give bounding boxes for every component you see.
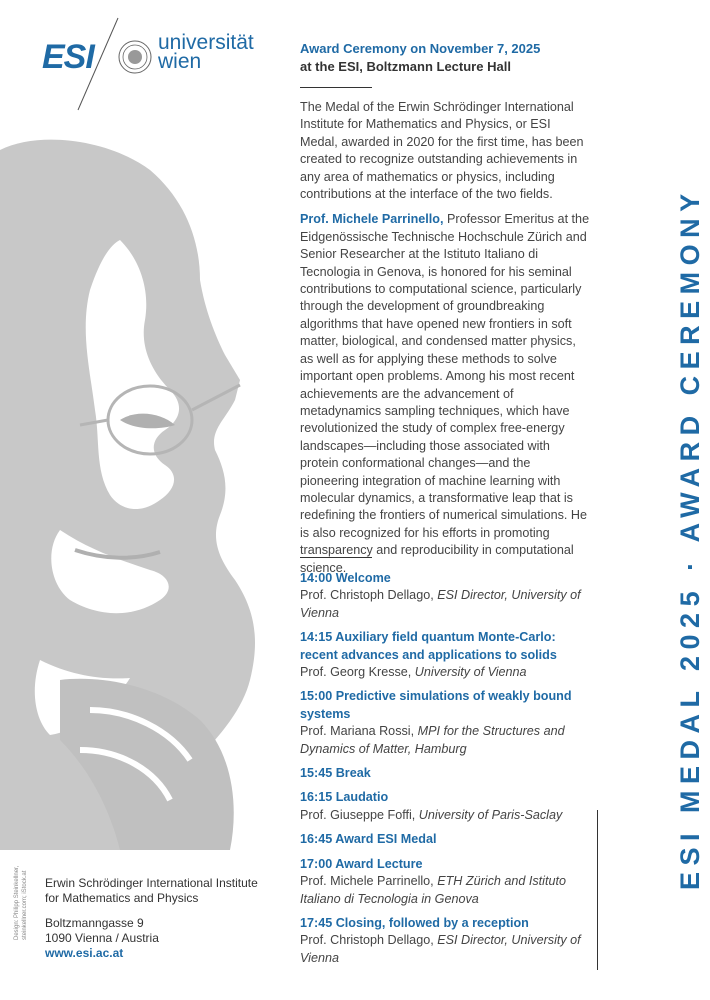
schedule-item: 14:15 Auxiliary field quantum Monte-Carlo: recent advances and applications to solids Prof. Georg Kresse, University of Vienna: [300, 630, 557, 680]
logo-block: [0, 0, 290, 120]
university-wordmark: universität wien: [158, 31, 254, 73]
institute-name-line1: Erwin Schrödinger International Institute: [45, 876, 258, 890]
schedule-rule: [300, 557, 372, 558]
laureate-name: Prof. Michele Parrinello,: [300, 212, 444, 227]
schedule-item: 17:45 Closing, followed by a reception Prof. Christoph Dellago, ESI Director, University of Vienna: [300, 915, 581, 965]
laureate-paragraph: [300, 211, 590, 577]
intro-paragraph: The Medal of the Erwin Schrödinger International Institute for Mathematics and Physics, or ESI Medal, awarded in 2020 for the first time, has been created to recognize outstanding achievements in any area of mathematics or physics, including contributions at the interface of the two fields.: [300, 100, 584, 202]
institute-address: [45, 876, 258, 961]
ceremony-date-block: [300, 40, 590, 76]
schedule-item: 15:00 Predictive simulations of weakly bound systems Prof. Mariana Rossi, MPI for the Structures and Dynamics of Matter, Hamburg: [300, 689, 572, 756]
schedule-item: 17:00 Award Lecture Prof. Michele Parrinello, ETH Zürich and Istituto Italiano di Tecnologia in Genova: [300, 856, 566, 906]
vertical-title: ESI MEDAL 2025 · AWARD CEREMONY: [675, 187, 705, 890]
vertical-divider: [597, 810, 598, 970]
schedule-item: 16:15 Laudatio Prof. Giuseppe Foffi, University of Paris-Saclay: [300, 790, 563, 822]
ceremony-venue: at the ESI, Boltzmann Lecture Hall: [300, 59, 511, 74]
design-credit: Design: Philipp Steinkellner, steinkellner.com; iStock.at: [14, 865, 28, 940]
website-link[interactable]: www.esi.ac.at: [45, 946, 124, 960]
street-address: Boltzmanngasse 9: [45, 916, 144, 930]
ceremony-date: Award Ceremony on November 7, 2025: [300, 41, 541, 56]
esi-logo-text: ESI: [42, 38, 94, 76]
portrait-illustration: [0, 120, 290, 850]
city-address: 1090 Vienna / Austria: [45, 931, 159, 945]
program-schedule: [300, 570, 590, 974]
header-rule: [300, 87, 372, 88]
institute-name-line2: for Mathematics and Physics: [45, 891, 199, 905]
university-seal-icon: [118, 40, 152, 74]
schedule-item: 15:45 Break: [300, 766, 371, 781]
laureate-description: Professor Emeritus at the Eidgenössische Technische Hochschule Zürich and Senior Researcher at the Istituto Italiano di Tecnologia in Genova, is honored for his seminal contributions to computational science, particularly through the development of groundbreaking algorithms that have opened new frontiers in soft matter, biological, and condensed matter physics, as well as for applying these methods to solve important open problems. Among his most recent achievements are the advancement of metadynamics sampling techniques, which have revolutionized the study of complex free-energy landscapes—including those associated with protein conformational changes—and the pioneering integration of machine learning with molecular dynamics, a transformative leap that is redefining the frontiers of numerical simulations. He is also recognized for his efforts in promoting transparency and reproducibility in computational science.: [300, 212, 590, 575]
schedule-item: 16:45 Award ESI Medal: [300, 832, 437, 847]
intro-text-block: [300, 99, 590, 585]
schedule-item: 14:00 Welcome Prof. Christoph Dellago, ESI Director, University of Vienna: [300, 571, 581, 620]
